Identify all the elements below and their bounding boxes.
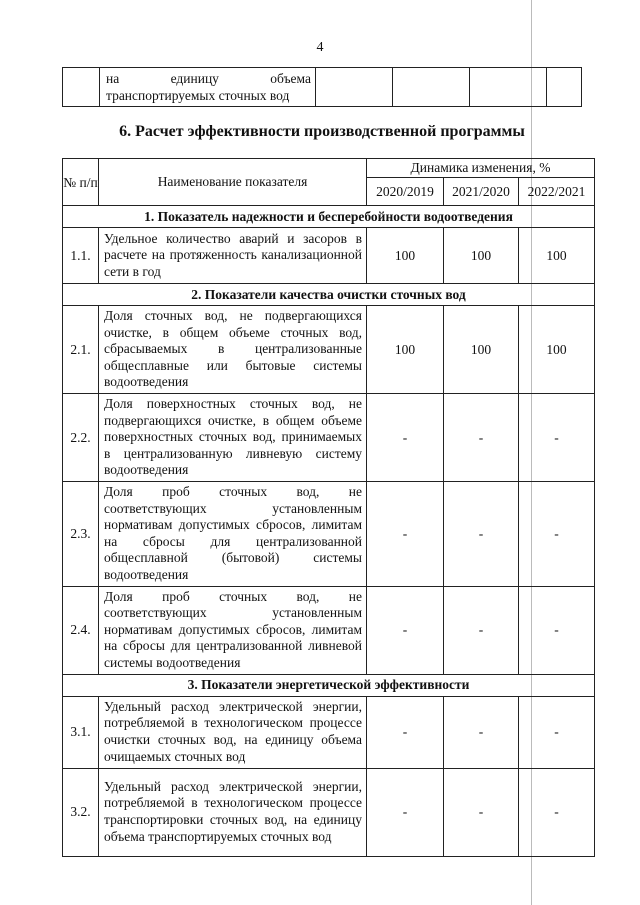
header-year: 2021/2020: [444, 178, 519, 206]
row-value: -: [444, 696, 519, 768]
num-cell: [63, 68, 100, 107]
row-value: -: [367, 482, 444, 587]
row-value: 100: [444, 228, 519, 284]
header-name: Наименование показателя: [99, 159, 367, 206]
row-value: -: [444, 482, 519, 587]
value-cell: [547, 68, 582, 107]
row-name: Доля поверхностных сточных вод, не подвергающихся очистке, в общем объеме поверхностных сточных вод, принимаемых в централизованную ливневую систему водоотведения: [99, 394, 367, 482]
section-row: [63, 284, 595, 306]
section-title: 6. Расчет эффективности производственной программы: [119, 123, 525, 140]
row-num: 2.4.: [63, 586, 99, 674]
row-num: 1.1.: [63, 228, 99, 284]
table-row: [63, 696, 595, 768]
row-value: -: [519, 768, 595, 856]
page-number: 4: [316, 40, 324, 55]
continuation-table: [62, 67, 582, 107]
row-num: 2.1.: [63, 306, 99, 394]
row-num: 3.1.: [63, 696, 99, 768]
header-num: № п/п: [63, 159, 99, 206]
row-value: -: [367, 586, 444, 674]
row-value: 100: [444, 306, 519, 394]
row-name: Доля проб сточных вод, не соответствующих установленным нормативам допустимых сбросов, лимитам на сбросы для централизованной ливневой системы водоотведения: [99, 586, 367, 674]
value-cell: [470, 68, 547, 107]
table-row: [63, 586, 595, 674]
row-value: -: [367, 768, 444, 856]
row-value: -: [444, 394, 519, 482]
header-row: [63, 159, 595, 178]
row-value: 100: [519, 306, 595, 394]
section-row: [63, 206, 595, 228]
row-value: -: [519, 696, 595, 768]
section-heading: 3. Показатели энергетической эффективности: [63, 674, 595, 696]
section-heading: 1. Показатель надежности и бесперебойности водоотведения: [63, 206, 595, 228]
row-value: -: [519, 482, 595, 587]
value-cell: [393, 68, 470, 107]
row-num: 2.3.: [63, 482, 99, 587]
row-value: -: [367, 696, 444, 768]
row-value: 100: [367, 306, 444, 394]
value-cell: [316, 68, 393, 107]
row-value: -: [444, 768, 519, 856]
table-row: [63, 482, 595, 587]
table-row: [63, 768, 595, 856]
row-value: -: [519, 394, 595, 482]
continuation-text: на единицу объема транспортируемых сточных вод: [100, 68, 316, 107]
row-num: 3.2.: [63, 768, 99, 856]
efficiency-table: [62, 158, 595, 857]
row-name: Удельный расход электрической энергии, потребляемой в технологическом процессе очистки сточных вод, на единицу объема очищаемых сточных вод: [99, 696, 367, 768]
header-year: 2020/2019: [367, 178, 444, 206]
row-num: 2.2.: [63, 394, 99, 482]
table-row: [63, 68, 582, 107]
row-value: -: [519, 586, 595, 674]
row-value: -: [444, 586, 519, 674]
row-value: -: [367, 394, 444, 482]
row-value: 100: [367, 228, 444, 284]
row-value: 100: [519, 228, 595, 284]
table-row: [63, 228, 595, 284]
row-name: Доля сточных вод, не подвергающихся очистке, в общем объеме сточных вод, сбрасываемых в централизованные общесплавные или бытовые системы водоотведения: [99, 306, 367, 394]
section-row: [63, 674, 595, 696]
header-year: 2022/2021: [519, 178, 595, 206]
row-name: Удельный расход электрической энергии, потребляемой в технологическом процессе транспортировки сточных вод, на единицу объема транспортируемых сточных вод: [99, 768, 367, 856]
section-heading: 2. Показатели качества очистки сточных вод: [63, 284, 595, 306]
row-name: Удельное количество аварий и засоров в расчете на протяженность канализационной сети в год: [99, 228, 367, 284]
table-row: [63, 306, 595, 394]
row-name: Доля проб сточных вод, не соответствующих установленным нормативам допустимых сбросов, лимитам на сбросы для централизованной общесплавной (бытовой) системы водоотведения: [99, 482, 367, 587]
table-row: [63, 394, 595, 482]
header-dynamics: Динамика изменения, %: [367, 159, 595, 178]
